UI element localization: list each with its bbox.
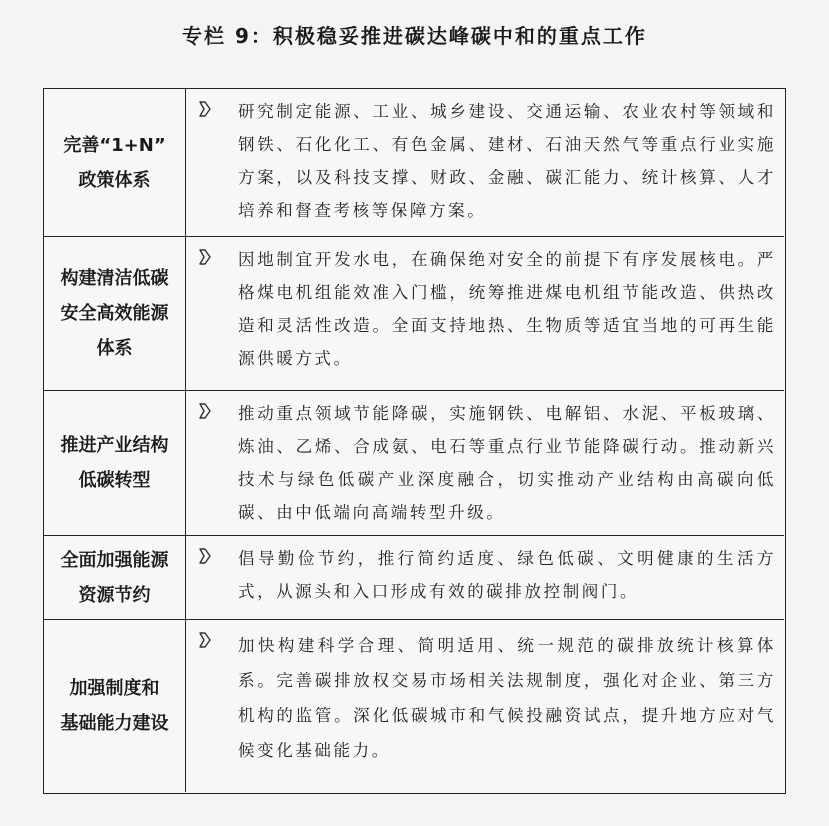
- row-label: [44, 237, 186, 390]
- hollow-arrow-bullet-icon: [198, 248, 212, 266]
- row-label-line: 政策体系: [78, 169, 151, 191]
- table-row: [44, 536, 784, 620]
- table-row: [44, 237, 784, 391]
- row-label-line: 低碳转型: [78, 470, 151, 491]
- row-text: 加快构建科学合理、简明适用、统一规范的碳排放统计核算体系。完善碳排放权交易市场相关法规制度，强化对企业、第三方机构的监管。深化低碳城市和气候投融资试点，提升地方应对气候变化基础能力。: [238, 636, 776, 760]
- row-label-line: 加强制度和: [69, 678, 160, 699]
- row-content: [186, 89, 784, 236]
- table-row: [44, 391, 784, 536]
- row-text: 研究制定能源、工业、城乡建设、交通运输、农业农村等领域和钢铁、石化化工、有色金属、建材、石油天然气等重点行业实施方案，以及科技支撑、财政、金融、碳汇能力、统计核算、人才培养和督查考核等保障方案。: [238, 102, 776, 220]
- row-label: [44, 89, 186, 236]
- row-text: 倡导勤俭节约，推行简约适度、绿色低碳、文明健康的生活方式，从源头和入口形成有效的碳排放控制阀门。: [238, 549, 776, 601]
- hollow-arrow-bullet-icon: [198, 631, 212, 649]
- row-label-line: 全面加强能源: [60, 549, 169, 571]
- row-content: [186, 391, 784, 535]
- row-label-line: 安全高效能源: [60, 303, 169, 324]
- row-label-line: 资源节约: [78, 584, 151, 606]
- row-text: 推动重点领域节能降碳，实施钢铁、电解铝、水泥、平板玻璃、炼油、乙烯、合成氨、电石等重点行业节能降碳行动。推动新兴技术与绿色低碳产业深度融合，切实推动产业结构由高碳向低碳、由中低端向高端转型升级。: [238, 404, 776, 522]
- row-label-line: 构建清洁低碳: [60, 268, 169, 289]
- hollow-arrow-bullet-icon: [198, 547, 212, 565]
- row-content: [186, 536, 784, 619]
- row-text: 因地制宜开发水电，在确保绝对安全的前提下有序发展核电。严格煤电机组能效准入门槛，统筹推进煤电机组节能改造、供热改造和灵活性改造。全面支持地热、生物质等适宜当地的可再生能源供暖方式。: [238, 250, 776, 368]
- row-label: [44, 620, 186, 792]
- page-title: 专栏 9：积极稳妥推进碳达峰碳中和的重点工作: [182, 24, 647, 48]
- row-label-line: 体系: [96, 338, 133, 359]
- row-label: [44, 391, 186, 535]
- row-label: [44, 536, 186, 619]
- hollow-arrow-bullet-icon: [198, 100, 212, 118]
- table-row: [44, 620, 784, 792]
- table-row: [44, 89, 784, 237]
- policy-table: [43, 88, 786, 794]
- row-label-line: 推进产业结构: [60, 435, 169, 456]
- row-content: [186, 620, 784, 792]
- row-label-line: 完善“1+N”: [63, 134, 166, 156]
- row-content: [186, 237, 784, 390]
- row-label-line: 基础能力建设: [60, 713, 169, 734]
- hollow-arrow-bullet-icon: [198, 402, 212, 420]
